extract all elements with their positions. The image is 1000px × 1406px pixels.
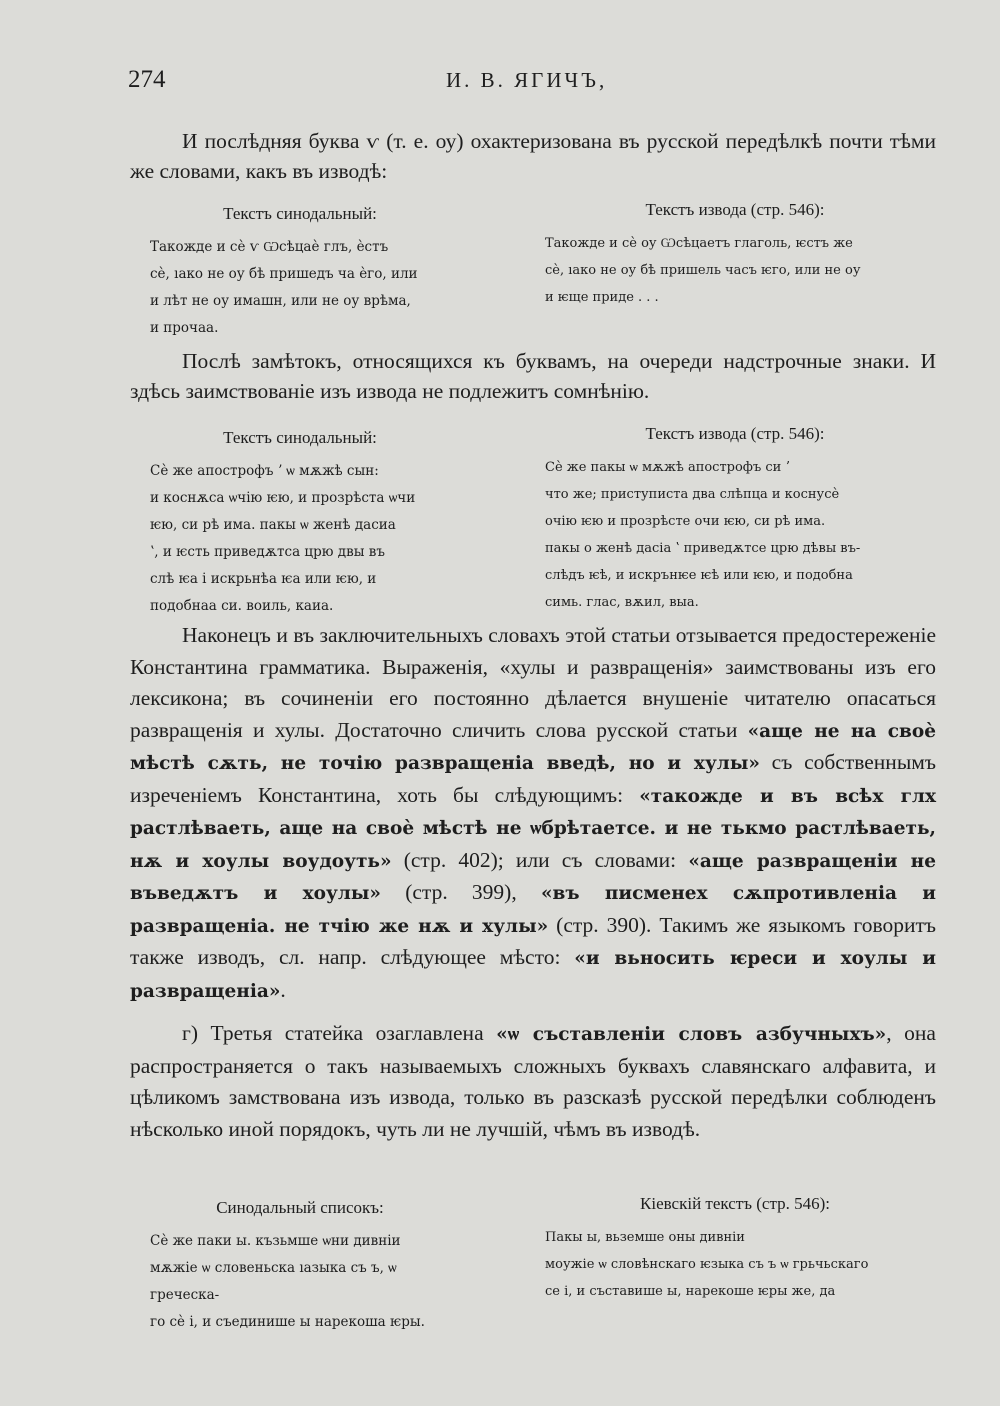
- example-1-left-text: Такожде и сѐ ѵ Ѡсѣцаѐ глъ, ѐстъ сѐ, ıако не оу бѣ пришедъ ча ѐго, или и лѣт не оу имашн, или не оу врѣма, и прочаа.: [150, 239, 418, 336]
- example-1-right-heading: Текстъ извода (стр. 546):: [645, 200, 825, 219]
- example-1-right: [545, 200, 925, 311]
- church-slavonic-quote-4: «въ писменех сѫпротивленіа и развращеніа. не тчію же нѫ и хулы»: [130, 883, 936, 937]
- example-3-left-heading: Синодальный списокъ:: [216, 1198, 384, 1217]
- example-2-left-text: Сѐ же апострофъ ʼ ѡ мѫжѣ сын: и коснѫса ѡчію ѥю, и прозрѣста ѡчи ѥю, си рѣ има. пакы ѡ женѣ дасиа ʽ, и ѥсть приведѫтса црю двы въ слѣ ѥа і искрьнѣа ѥа или ѥю, и подобнаа си. воиль, каиа.: [150, 463, 416, 614]
- paragraph-3-text-3: (стр. 402); или съ словами:: [391, 847, 689, 872]
- example-1-left-heading: Текстъ синодальный:: [223, 204, 377, 223]
- example-2-left: [150, 428, 450, 620]
- example-1-right-text: Такожде и сѐ оу Ѡсѣцаетъ глаголь, ѥстъ же сѐ, ıако не оу бѣ пришель часъ ѥго, или не оу и ѥще приде . . .: [545, 236, 861, 305]
- example-3-right: [545, 1194, 925, 1305]
- paragraph-4-text-2: , она распространяется о такъ называемыхъ сложныхъ буквахъ славянскаго алфавита, и цѣликомъ замствована изъ извода, только въ разсказѣ русской передѣлки соблюденъ нѣсколько иной порядокъ, чуть ли не лучшій, чѣмъ въ изводѣ.: [130, 1021, 936, 1141]
- paragraph-3-text-4: (стр. 399),: [381, 880, 541, 904]
- paragraph-3: [130, 620, 936, 1007]
- paragraph-3-text-6: .: [280, 977, 286, 1002]
- paragraph-2-text: Послѣ замѣтокъ, относящихся къ буквамъ, на очереди надстрочные знаки. И здѣсь заимствованіе изъ извода не подлежитъ сомнѣнію.: [130, 349, 936, 403]
- example-3-left: [150, 1198, 450, 1336]
- running-title: И. В. ЯГИЧЪ,: [446, 68, 608, 92]
- example-2-right-heading: Текстъ извода (стр. 546):: [645, 424, 825, 443]
- church-slavonic-quote-6: «ѡ съставленіи словъ азбучныхъ»: [496, 1024, 887, 1045]
- church-slavonic-quote-1: «аще не на своѐ мѣстѣ сѫть, не точію развращеніа введѣ, но и хулы»: [130, 720, 936, 774]
- example-2-right: [545, 424, 925, 616]
- church-slavonic-quote-5: «и вьносить ѥреси и хоулы и развращеніа»: [130, 948, 936, 1002]
- paragraph-3-text-5: (стр. 390). Такимъ же языкомъ говоритъ также изводъ, сл. напр. слѣдующее мѣсто:: [130, 912, 936, 969]
- example-2-left-heading: Текстъ синодальный:: [223, 428, 377, 447]
- church-slavonic-quote-2: «такожде и въ всѣх глх растлѣваеть, аще на своѐ мѣстѣ не ѡбрѣтаетсе. и не тькмо растлѣваеть, нѫ и хоулы воудоуть»: [130, 785, 936, 872]
- example-1-left: [150, 204, 450, 342]
- page-number: 274: [128, 66, 166, 93]
- example-2-right-text: Сѐ же пакы ѡ мѫжѣ апострофъ си ʼ что же; приступиста два слѣпца и коснусѐ очію ѥю и прозрѣсте очи ѥю, си рѣ има. пакы о женѣ дасіа ʽ приведѫтсе црю дѣвы въ- слѣдъ ѥѣ, и искрънѥе ѥѣ или ѥю, и подобна симь. глас, вѫил, выа.: [545, 460, 861, 610]
- paragraph-1: [130, 126, 936, 186]
- church-slavonic-quote-3: «аще развращеніи не въведѫтъ и хоулы»: [130, 850, 936, 904]
- paragraph-1-text: И послѣдняя буква ѵ (т. е. оу) охактеризована въ русской передѣлкѣ почти тѣми же словами, какъ въ изводѣ:: [130, 129, 936, 183]
- paragraph-3-text-2: съ собственнымъ изреченіемъ Константина, хоть бы слѣдующимъ:: [130, 750, 936, 807]
- example-3-right-heading: Кіевскій текстъ (стр. 546):: [640, 1194, 830, 1213]
- example-3-left-text: Сѐ же паки ы. къзьмше ѡни дивніи мѫжіе ѡ словеньска ıазыка съ ъ, ѡ греческа- го сѐ і, и съединише ы нарекоша ѥры.: [150, 1233, 425, 1330]
- running-head: [128, 66, 910, 102]
- example-3-right-text: Пакы ы, вьземше оны дивніи моужіе ѡ словѣнскаго ѥзыка съ ъ ѡ грьчьскаго се і, и съставише ы, нарекоше ѥры же, да: [545, 1230, 869, 1299]
- paragraph-2: [130, 346, 936, 406]
- paragraph-4: [130, 1018, 936, 1145]
- paragraph-4-text-1: г) Третья статейка озаглавлена: [182, 1021, 497, 1045]
- paragraph-3-text-1: Наконецъ и въ заключительныхъ словахъ этой статьи отзывается предостереженіе Константина грамматика. Выраженія, «хулы и развращенія» заимствованы изъ его лексикона; въ сочиненіи его постоянно дѣлается внушеніе читателю опасаться развращенія и хулы. Достаточно сличить слова русской статьи: [130, 623, 936, 742]
